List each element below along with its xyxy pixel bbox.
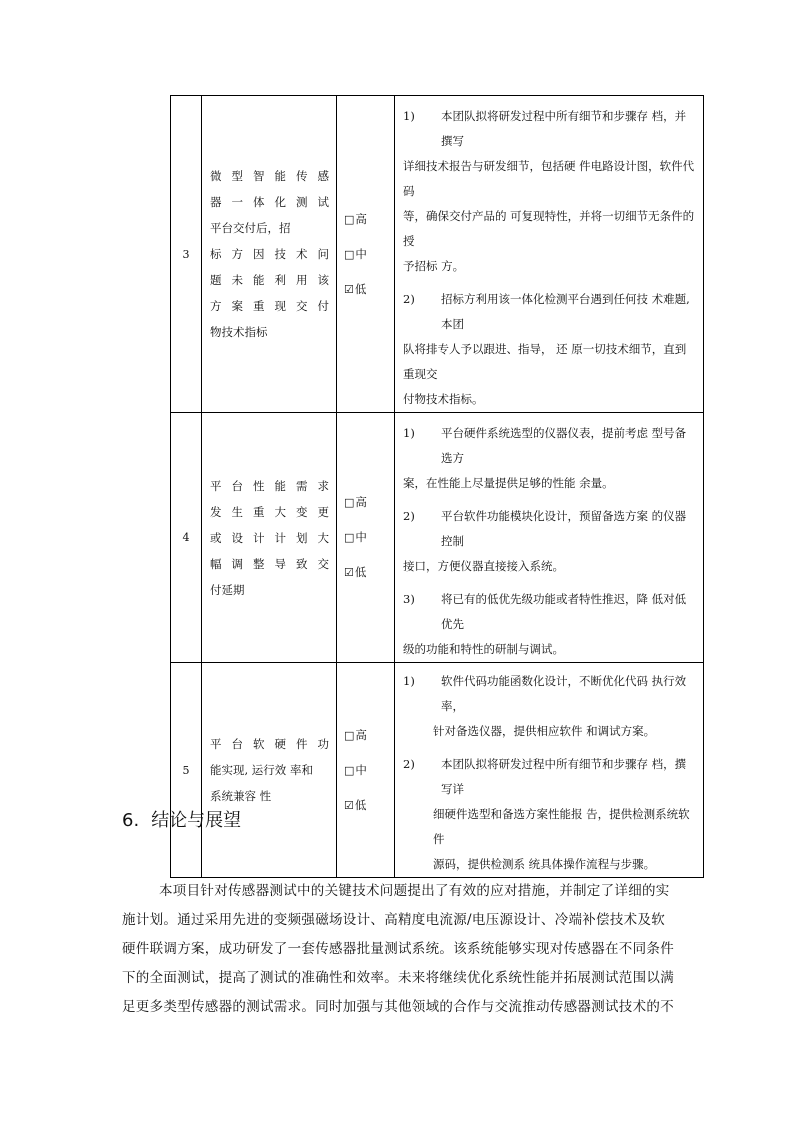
measure-number: 2) xyxy=(403,292,415,306)
risk-level xyxy=(337,663,395,878)
checked-checkbox-icon[interactable]: ☑ xyxy=(344,566,354,579)
desc-line: 平台性能需求 xyxy=(210,478,329,493)
table-row xyxy=(171,663,704,878)
desc-line: 平台交付后，招 xyxy=(210,221,291,235)
desc-line: 或设计计划大 xyxy=(210,530,329,545)
risk-description xyxy=(202,413,337,663)
measure-line: 本团队拟将研发过程中所有细节和步骤存 档，并撰写 xyxy=(441,109,687,148)
desc-line: 方案重现交付 xyxy=(210,299,329,313)
row-number: 5 xyxy=(171,663,202,878)
level-label: 低 xyxy=(354,797,367,812)
mitigation-measures xyxy=(395,663,704,878)
desc-line: 标方因技术问 xyxy=(210,247,329,261)
table-row xyxy=(171,96,704,413)
measure-line: 软件代码功能函数化设计，不断优化代码 执行效率， xyxy=(441,674,687,713)
measure-number: 2) xyxy=(403,509,415,523)
desc-line: 微型智能传感 xyxy=(210,169,329,183)
measure-line: 予招标 方。 xyxy=(403,259,465,273)
paragraph-line: 足更多类型传感器的测试需求。同时加强与其他领域的合作与交流推动传感器测试技术的不 xyxy=(122,999,674,1015)
section-number: 6. xyxy=(122,810,140,831)
measure-number: 1) xyxy=(403,674,415,688)
checkbox-icon[interactable]: □ xyxy=(344,212,355,226)
paragraph-line: 下的全面测试，提高了测试的准确性和效率。未来将继续优化系统性能并拓展测试范围以满 xyxy=(122,970,674,986)
measure-item xyxy=(403,669,696,719)
measure-line: 队将排专人予以跟进、指导， 还 原一切技术细节，直到重现交 xyxy=(403,342,687,381)
measure-number: 1) xyxy=(403,426,415,440)
desc-line: 平台软硬件功 xyxy=(210,737,329,751)
paragraph-line: 施计划。通过采用先进的变频强磁场设计、高精度电流源/电压源设计、冷端补偿技术及软 xyxy=(122,912,666,928)
level-label: 低 xyxy=(354,281,367,296)
level-label: 中 xyxy=(355,530,367,544)
measure-line: 详细技术报告与研发细节，包括硬 件电路设计图，软件代码 xyxy=(403,159,695,198)
checkbox-icon[interactable]: □ xyxy=(344,763,355,777)
level-option-high[interactable] xyxy=(344,485,394,520)
risk-description xyxy=(202,96,337,413)
level-label: 高 xyxy=(355,211,367,226)
level-option-medium[interactable] xyxy=(344,520,394,555)
desc-line: 物技术指标 xyxy=(210,325,268,339)
desc-line: 能实现, 运行效 率和 xyxy=(210,763,313,777)
measure-line: 接口，方便仪器直接接入系统。 xyxy=(403,559,564,573)
measure-number: 2) xyxy=(403,757,415,771)
desc-line: 器一体化测试 xyxy=(210,195,329,209)
risk-table xyxy=(170,95,704,878)
risk-level xyxy=(337,96,395,413)
measure-line: 招标方利用该一体化检测平台遇到任何技 术难题,本团 xyxy=(441,292,690,331)
desc-line: 付延期 xyxy=(210,582,245,597)
desc-line: 幅调整导致交 xyxy=(210,556,329,571)
level-option-low[interactable] xyxy=(344,788,394,823)
level-option-low[interactable] xyxy=(344,555,394,590)
table-row xyxy=(171,413,704,663)
level-label: 中 xyxy=(355,762,367,777)
measure-line: 细硬件选型和备选方案性能报 告，提供检测系统软件 xyxy=(433,807,690,846)
measure-line: 将已有的低优先级功能或者特性推迟，降 低对低优先 xyxy=(441,592,687,631)
measure-line: 源码，提供检测系 统具体操作流程与步骤。 xyxy=(433,857,656,871)
checked-checkbox-icon[interactable]: ☑ xyxy=(344,282,354,296)
measure-line: 平台硬件系统选型的仪器仪表，提前考虑 型号备选方 xyxy=(441,426,687,465)
measure-item xyxy=(403,752,696,802)
level-option-high[interactable] xyxy=(344,202,394,237)
measure-number: 1) xyxy=(403,109,415,123)
checked-checkbox-icon[interactable]: ☑ xyxy=(344,798,354,812)
desc-line: 题未能利用该 xyxy=(210,273,329,287)
risk-description xyxy=(202,663,337,878)
section-heading xyxy=(122,806,241,832)
level-option-high[interactable] xyxy=(344,718,394,753)
desc-line: 发生重大变更 xyxy=(210,504,329,519)
row-number: 4 xyxy=(171,413,202,663)
mitigation-measures xyxy=(395,413,704,663)
measure-line: 本团队拟将研发过程中所有细节和步骤存 档，撰写详 xyxy=(441,757,687,796)
checkbox-icon[interactable]: □ xyxy=(344,531,355,544)
mitigation-measures xyxy=(395,96,704,413)
measure-item xyxy=(403,287,696,337)
measure-item xyxy=(403,421,696,471)
level-option-medium[interactable] xyxy=(344,753,394,788)
conclusion-paragraph xyxy=(122,877,682,1022)
level-label: 高 xyxy=(355,495,367,509)
checkbox-icon[interactable]: □ xyxy=(344,496,355,509)
paragraph-line: 硬件联调方案，成功研发了一套传感器批量测试系统。该系统能够实现对传感器在不同条件 xyxy=(122,941,674,957)
level-label: 低 xyxy=(354,565,367,579)
measure-line: 级的功能和特性的研制与调试。 xyxy=(403,642,564,656)
measure-item xyxy=(403,104,696,154)
measure-line: 等，确保交付产品的 可复现特性，并将一切细节无条件的授 xyxy=(403,209,695,248)
measure-line: 平台软件功能模块化设计，预留备选方案 的仪器控制 xyxy=(441,509,687,548)
measure-line: 案，在性能上尽量提供足够的性能 余量。 xyxy=(403,476,614,490)
measure-line: 针对备选仪器，提供相应软件 和调试方案。 xyxy=(433,724,656,738)
checkbox-icon[interactable]: □ xyxy=(344,247,355,261)
row-number: 3 xyxy=(171,96,202,413)
level-label: 高 xyxy=(355,727,367,742)
risk-level xyxy=(337,413,395,663)
measure-item xyxy=(403,587,696,637)
level-option-medium[interactable] xyxy=(344,237,394,272)
level-label: 中 xyxy=(355,246,367,261)
paragraph-line: 本项目针对传感器测试中的关键技术问题提出了有效的应对措施，并制定了详细的实 xyxy=(159,883,670,899)
measure-number: 3) xyxy=(403,592,415,606)
measure-item xyxy=(403,504,696,554)
section-title: 结论与展望 xyxy=(151,810,242,831)
desc-line: 系统兼容 性 xyxy=(210,789,272,803)
checkbox-icon[interactable]: □ xyxy=(344,728,355,742)
level-option-low[interactable] xyxy=(344,272,394,307)
measure-line: 付物技术指标。 xyxy=(403,392,484,406)
